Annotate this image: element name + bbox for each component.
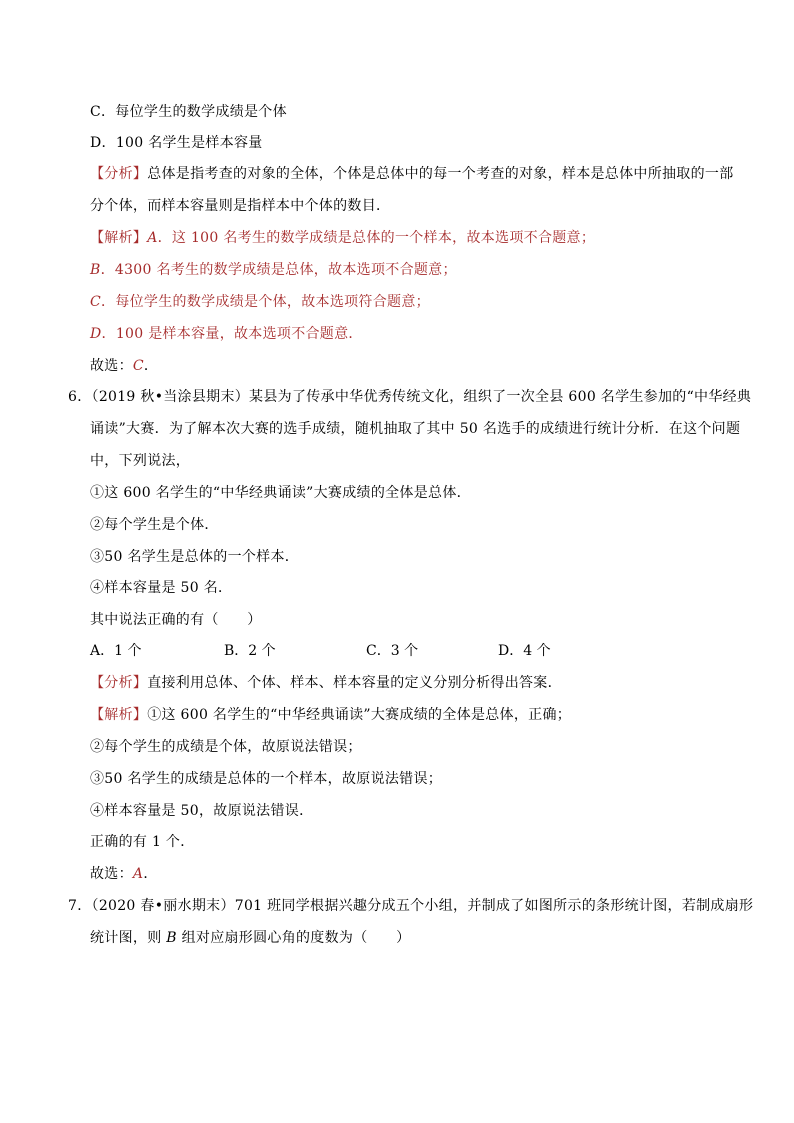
question-6-line-1: 6．（2019 秋•当涂县期末）某县为了传承中华优秀传统文化，组织了一次全县 600 名学生参加的“中华经典 bbox=[68, 389, 752, 405]
question-number: 6． bbox=[68, 389, 92, 405]
analysis-line-1: 【分析】总体是指考查的对象的全体，个体是总体中的每一个考查的对象，样本是总体中所抽取的一部 bbox=[90, 166, 734, 182]
choice-d: D．4 个 bbox=[498, 643, 551, 659]
analysis-line-2: 分个体，而样本容量则是指样本中个体的数目． bbox=[90, 198, 391, 214]
option-c: C．每位学生的数学成绩是个体 bbox=[90, 104, 287, 120]
solution-tag: 【解析】 bbox=[90, 707, 148, 723]
analysis-tag: 【分析】 bbox=[90, 166, 148, 182]
solution-line-a: 【解析】A．这 100 名考生的数学成绩是总体的一个样本，故本选项不合题意； bbox=[90, 230, 596, 246]
q6-answer: 故选：A． bbox=[90, 866, 158, 882]
choice-a: A．1 个 bbox=[90, 643, 142, 659]
option-d: D．100 名学生是样本容量 bbox=[90, 135, 263, 151]
question-6-line-3: 中，下列说法， bbox=[90, 453, 191, 469]
statement-2: ②每个学生是个体． bbox=[90, 517, 219, 533]
statement-3: ③50 名学生是总体的一个样本． bbox=[90, 549, 300, 565]
solution-line-c: C．每位学生的数学成绩是个体，故本选项符合题意； bbox=[90, 294, 430, 310]
answer-line: 故选：C． bbox=[90, 358, 159, 374]
question-7-line-2: 统计图，则 B 组对应扇形圆心角的度数为（ ） bbox=[90, 930, 411, 946]
q6-solution-4: ④样本容量是 50，故原说法错误． bbox=[90, 803, 314, 819]
question-6-line-2: 诵读”大赛．为了解本次大赛的选手成绩，随机抽取了其中 50 名选手的成绩进行统计分析．在这个问题 bbox=[90, 421, 741, 437]
solution-tag: 【解析】 bbox=[90, 230, 148, 246]
choice-c: C．3 个 bbox=[366, 643, 419, 659]
question-7-line-1: 7．（2020 春•丽水期末）701 班同学根据兴趣分成五个小组，并制成了如图所示的条形统计图，若制成扇形 bbox=[68, 898, 754, 914]
q6-correct-count: 正确的有 1 个． bbox=[90, 834, 195, 850]
question-number: 7． bbox=[68, 898, 92, 914]
statement-1: ①这 600 名学生的“中华经典诵读”大赛成绩的全体是总体． bbox=[90, 485, 471, 501]
q6-solution-3: ③50 名学生的成绩是总体的一个样本，故原说法错误； bbox=[90, 771, 443, 787]
q6-analysis: 【分析】直接利用总体、个体、样本、样本容量的定义分别分析得出答案． bbox=[90, 675, 562, 691]
solution-line-b: B．4300 名考生的数学成绩是总体，故本选项不合题意； bbox=[90, 262, 457, 278]
q6-solution-1: 【解析】①这 600 名学生的“中华经典诵读”大赛成绩的全体是总体，正确； bbox=[90, 707, 572, 723]
choice-b: B．2 个 bbox=[224, 643, 276, 659]
solution-line-d: D．100 是样本容量，故本选项不合题意． bbox=[90, 326, 363, 342]
statement-4: ④样本容量是 50 名． bbox=[90, 580, 233, 596]
analysis-tag: 【分析】 bbox=[90, 675, 148, 691]
question-prompt: 其中说法正确的有（ ） bbox=[90, 612, 262, 628]
q6-solution-2: ②每个学生的成绩是个体，故原说法错误； bbox=[90, 739, 362, 755]
